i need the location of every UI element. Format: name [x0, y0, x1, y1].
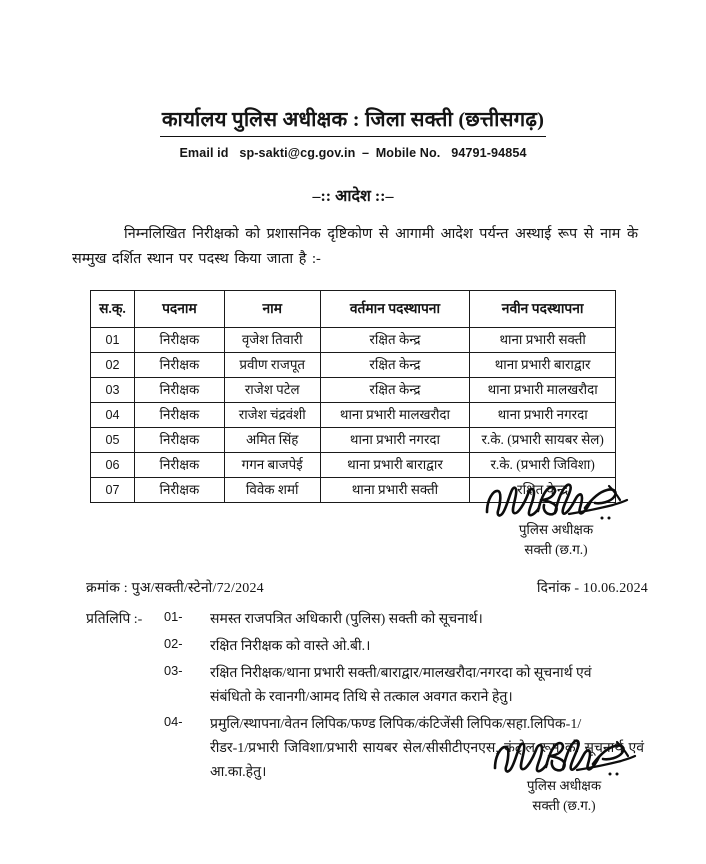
table-row — [91, 403, 616, 428]
order-date: दिनांक - 10.06.2024 — [536, 581, 648, 596]
copies-label: प्रतिलिपि :- — [86, 612, 143, 627]
cell-name: गगन बाजपेई — [224, 453, 320, 478]
posting-table — [90, 290, 616, 503]
cell-new-posting: थाना प्रभारी बाराद्वार — [470, 353, 616, 378]
copy-number: 02- — [164, 636, 183, 652]
table-body — [91, 328, 616, 503]
cell-current-posting: रक्षित केन्द्र — [320, 353, 470, 378]
copy-text — [210, 662, 648, 710]
table-row — [91, 328, 616, 353]
cell-rank: निरीक्षक — [134, 353, 224, 378]
cell-serial: 02 — [91, 353, 135, 378]
cell-current-posting: रक्षित केन्द्र — [320, 378, 470, 403]
column-header-serial: स.क्. — [91, 291, 135, 328]
signatory-designation: पुलिस अधीक्षक — [526, 778, 602, 793]
cell-current-posting: थाना प्रभारी मालखरौदा — [320, 403, 470, 428]
handwritten-signature-icon — [489, 734, 639, 780]
copy-text-line1: रक्षित निरीक्षक को वास्ते ओ.बी.। — [210, 639, 371, 655]
cell-rank: निरीक्षक — [134, 453, 224, 478]
column-header-current: वर्तमान पदस्थापना — [320, 291, 470, 328]
cell-serial: 04 — [91, 403, 135, 428]
contact-line — [0, 146, 706, 160]
list-item — [164, 608, 648, 632]
signatory-designation: पुलिस अधीक्षक — [518, 522, 594, 537]
signature-block-bottom — [474, 734, 654, 816]
copy-number: 01- — [164, 609, 183, 624]
cell-rank: निरीक्षक — [134, 328, 224, 353]
table-row — [91, 353, 616, 378]
cell-serial: 01 — [91, 328, 135, 353]
signatory-place: सक्ती (छ.ग.) — [532, 798, 596, 814]
office-title: कार्यालय पुलिस अधीक्षक : जिला सक्ती (छत्तीसगढ़) — [160, 108, 546, 137]
cell-new-posting: थाना प्रभारी मालखरौदा — [470, 378, 616, 403]
cell-current-posting: रक्षित केन्द्र — [320, 328, 470, 353]
copy-text-line2: रीडर-1/प्रभारी जिविशा/प्रभारी सायबर सेल/सीसीटीएनएस, कंट्रोल रूम को सूचनार्थ एवं आ.का.हेतु। — [210, 741, 644, 781]
cell-current-posting: थाना प्रभारी नगरदा — [320, 428, 470, 453]
cell-new-posting: रक्षित केन्द्र — [470, 478, 616, 503]
handwritten-signature-icon — [481, 478, 631, 524]
cell-rank: निरीक्षक — [134, 403, 224, 428]
intro-paragraph: निम्नलिखित निरीक्षको को प्रशासनिक दृष्टिकोण से आगामी आदेश पर्यन्त अस्थाई रूप से नाम के सम्मुख दर्शित स्थान पर पदस्थ किया जाता है :- — [72, 225, 638, 267]
cell-serial: 06 — [91, 453, 135, 478]
contact-separator: – — [362, 145, 370, 160]
list-item — [164, 635, 648, 659]
order-heading: –:: आदेश ::– — [312, 187, 394, 205]
memo-number: क्रमांक : पुअ/सक्ती/स्टेनो/72/2024 — [86, 581, 264, 596]
signature-block-top — [466, 478, 646, 560]
cell-name: विवेक शर्मा — [224, 478, 320, 503]
cell-name: राजेश पटेल — [224, 378, 320, 403]
copy-number: 03- — [164, 663, 183, 679]
table-header-row — [91, 291, 616, 328]
table-header — [91, 291, 616, 328]
posting-table-container — [0, 290, 706, 503]
column-header-name: नाम — [224, 291, 320, 328]
column-header-rank: पदनाम — [134, 291, 224, 328]
table-row — [91, 428, 616, 453]
cell-current-posting: थाना प्रभारी सक्ती — [320, 478, 470, 503]
cell-new-posting: थाना प्रभारी सक्ती — [470, 328, 616, 353]
copy-text-line1: रक्षित निरीक्षक/थाना प्रभारी सक्ती/बाराद्वार/मालखरौदा/नगरदा को सूचनार्थ एवं — [210, 666, 592, 682]
copy-text-line1: समस्त राजपत्रित अधिकारी (पुलिस) सक्ती को सूचनार्थ। — [210, 612, 483, 627]
copy-text — [210, 608, 648, 632]
cell-rank: निरीक्षक — [134, 478, 224, 503]
list-item — [164, 662, 648, 710]
cell-new-posting: र.के. (प्रभारी जिविशा) — [470, 453, 616, 478]
cell-rank: निरीक्षक — [134, 428, 224, 453]
cell-new-posting: र.के. (प्रभारी सायबर सेल) — [470, 428, 616, 453]
column-header-new: नवीन पदस्थापना — [470, 291, 616, 328]
copy-number: 04- — [164, 714, 183, 730]
cell-serial: 05 — [91, 428, 135, 453]
mobile-label: Mobile No. — [375, 145, 441, 160]
signatory-place: सक्ती (छ.ग.) — [524, 542, 588, 558]
letterhead — [0, 108, 706, 160]
copy-text-line2: संबंधितो के रवानगी/आमद तिथि से तत्काल अवगत कराने हेतु। — [210, 690, 513, 706]
cell-name: राजेश चंद्रवंशी — [224, 403, 320, 428]
email-label: Email id — [179, 145, 229, 160]
cell-current-posting: थाना प्रभारी बाराद्वार — [320, 453, 470, 478]
cell-name: अमित सिंह — [224, 428, 320, 453]
cell-rank: निरीक्षक — [134, 378, 224, 403]
cell-new-posting: थाना प्रभारी नगरदा — [470, 403, 616, 428]
table-row — [91, 378, 616, 403]
copy-text — [210, 635, 648, 659]
cell-name: प्रवीण राजपूत — [224, 353, 320, 378]
reference-row — [86, 578, 648, 597]
table-row — [91, 453, 616, 478]
copy-text-line1: प्रमुलि/स्थापना/वेतन लिपिक/फण्ड लिपिक/कंटिजेंसी लिपिक/सहा.लिपिक-1/ — [210, 717, 582, 733]
cell-serial: 03 — [91, 378, 135, 403]
cell-name: वृजेश तिवारी — [224, 328, 320, 353]
cell-serial: 07 — [91, 478, 135, 503]
email-address: sp-sakti@cg.gov.in — [239, 145, 356, 160]
mobile-number: 94791-94854 — [451, 145, 527, 160]
